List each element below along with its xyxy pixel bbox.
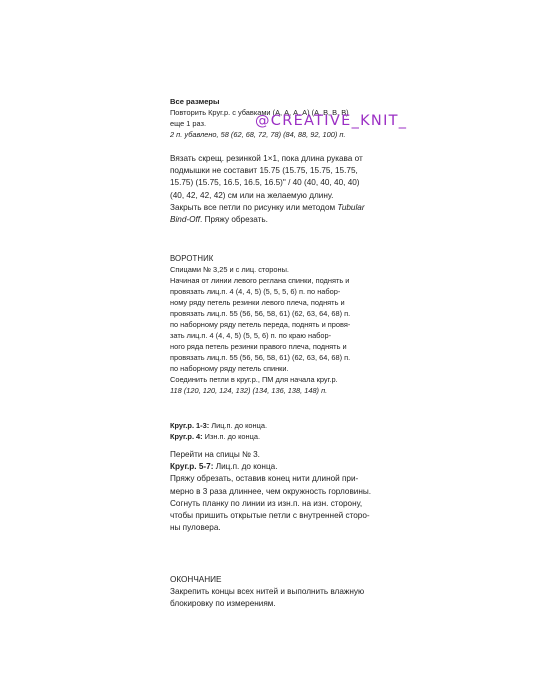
collar-line: провязать лиц.п. 55 (56, 56, 58, 61) (62, 63, 64, 68) п. <box>170 353 351 362</box>
ending-heading: ОКОНЧАНИЕ <box>170 575 222 584</box>
finish-line: Согнуть планку по линии из изн.п. на изн. сторону, <box>170 498 363 508</box>
collar-line: по наборному ряду петель переда, поднять и провя- <box>170 320 351 329</box>
sleeve-line: 15.75) (15.75, 16.5, 16.5, 16.5)" / 40 (40, 40, 40, 40) <box>170 178 360 188</box>
sleeve-line-last: Bind-Off. Пряжу обрезать. <box>170 215 268 225</box>
collar-finish <box>170 449 390 534</box>
all-sizes-line-2: еще 1 раз. <box>170 119 207 128</box>
sleeve-section <box>170 153 390 226</box>
finish-line: мерно в 3 раза длиннее, чем окружность горловины. <box>170 486 372 496</box>
sleeve-line: (40, 42, 42, 42) см или на желаемую длину. <box>170 190 334 200</box>
finish-line: Пряжу обрезать, оставив конец нити длиной при- <box>170 474 359 484</box>
all-sizes-line-1: Повторить Круг.р. с убавками (А, А, А, А) (А, В, В, В) <box>170 108 349 117</box>
sleeve-line: Закрыть все петли по рисунку или методом <box>170 202 336 212</box>
sleeve-line-bindoff <box>170 202 390 214</box>
row-1-3-label: Круг.р. 1-3: <box>170 421 210 430</box>
row-1-3-text: Лиц.п. до конца. <box>209 421 268 430</box>
collar-line: провязать лиц.п. 55 (56, 56, 58, 61) (62, 63, 64, 68) п. <box>170 309 351 318</box>
row-1-3 <box>170 420 390 431</box>
switch-needles: Перейти на спицы № 3. <box>170 450 260 459</box>
row-5-7 <box>170 461 390 473</box>
tubular-term: Tubular <box>337 202 365 212</box>
all-sizes-heading: Все размеры <box>170 97 220 106</box>
all-sizes-line-3: 2 п. убавлено, 58 (62, 68, 72, 78) (84, 88, 92, 100) п. <box>170 130 346 139</box>
row-5-7-text: Лиц.п. до конца. <box>213 462 278 472</box>
row-4-text: Изн.п. до конца. <box>202 432 261 441</box>
collar-line: провязать лиц.п. 4 (4, 4, 5) (5, 5, 5, 6) п. по набор- <box>170 287 341 296</box>
bind-off-term: Bind-Off <box>170 215 201 225</box>
ending-section <box>170 574 390 611</box>
ending-line: Закрепить концы всех нитей и выполнить влажную <box>170 587 365 597</box>
collar-line: Начиная от линии левого реглана спинки, поднять и <box>170 276 350 285</box>
collar-rows <box>170 420 390 442</box>
ending-line: блокировку по измерениям. <box>170 599 276 609</box>
row-5-7-label: Круг.р. 5-7: <box>170 462 214 472</box>
finish-line: ны пуловера. <box>170 523 221 533</box>
sleeve-line: Вязать скрещ. резинкой 1×1, пока длина рукава от <box>170 154 363 163</box>
collar-line: по наборному ряду петель спинки. <box>170 364 289 373</box>
collar-section <box>170 253 390 396</box>
row-4 <box>170 431 390 442</box>
sleeve-line: подмышки не составит 15.75 (15.75, 15.75, 15.75, <box>170 166 358 176</box>
collar-line: ному ряду петель резинки левого плеча, поднять и <box>170 298 345 307</box>
finish-line: чтобы пришить открытые петли с внутренней сторо- <box>170 511 370 521</box>
row-4-label: Круг.р. 4: <box>170 432 203 441</box>
collar-line: Соединить петли в круг.р., ПМ для начала круг.р. <box>170 375 338 384</box>
watermark-text: @CREATIVE_KNIT_ <box>255 113 408 129</box>
collar-total: 118 (120, 120, 124, 132) (134, 136, 138, 148) п. <box>170 386 328 395</box>
collar-heading: ВОРОТНИК <box>170 254 214 263</box>
collar-line: зать лиц.п. 4 (4, 4, 5) (5, 5, 6) п. по краю набор- <box>170 331 332 340</box>
collar-line: ного ряда петель резинки правого плеча, поднять и <box>170 342 347 351</box>
collar-needles: Спицами № 3,25 и с лиц. стороны. <box>170 265 289 274</box>
